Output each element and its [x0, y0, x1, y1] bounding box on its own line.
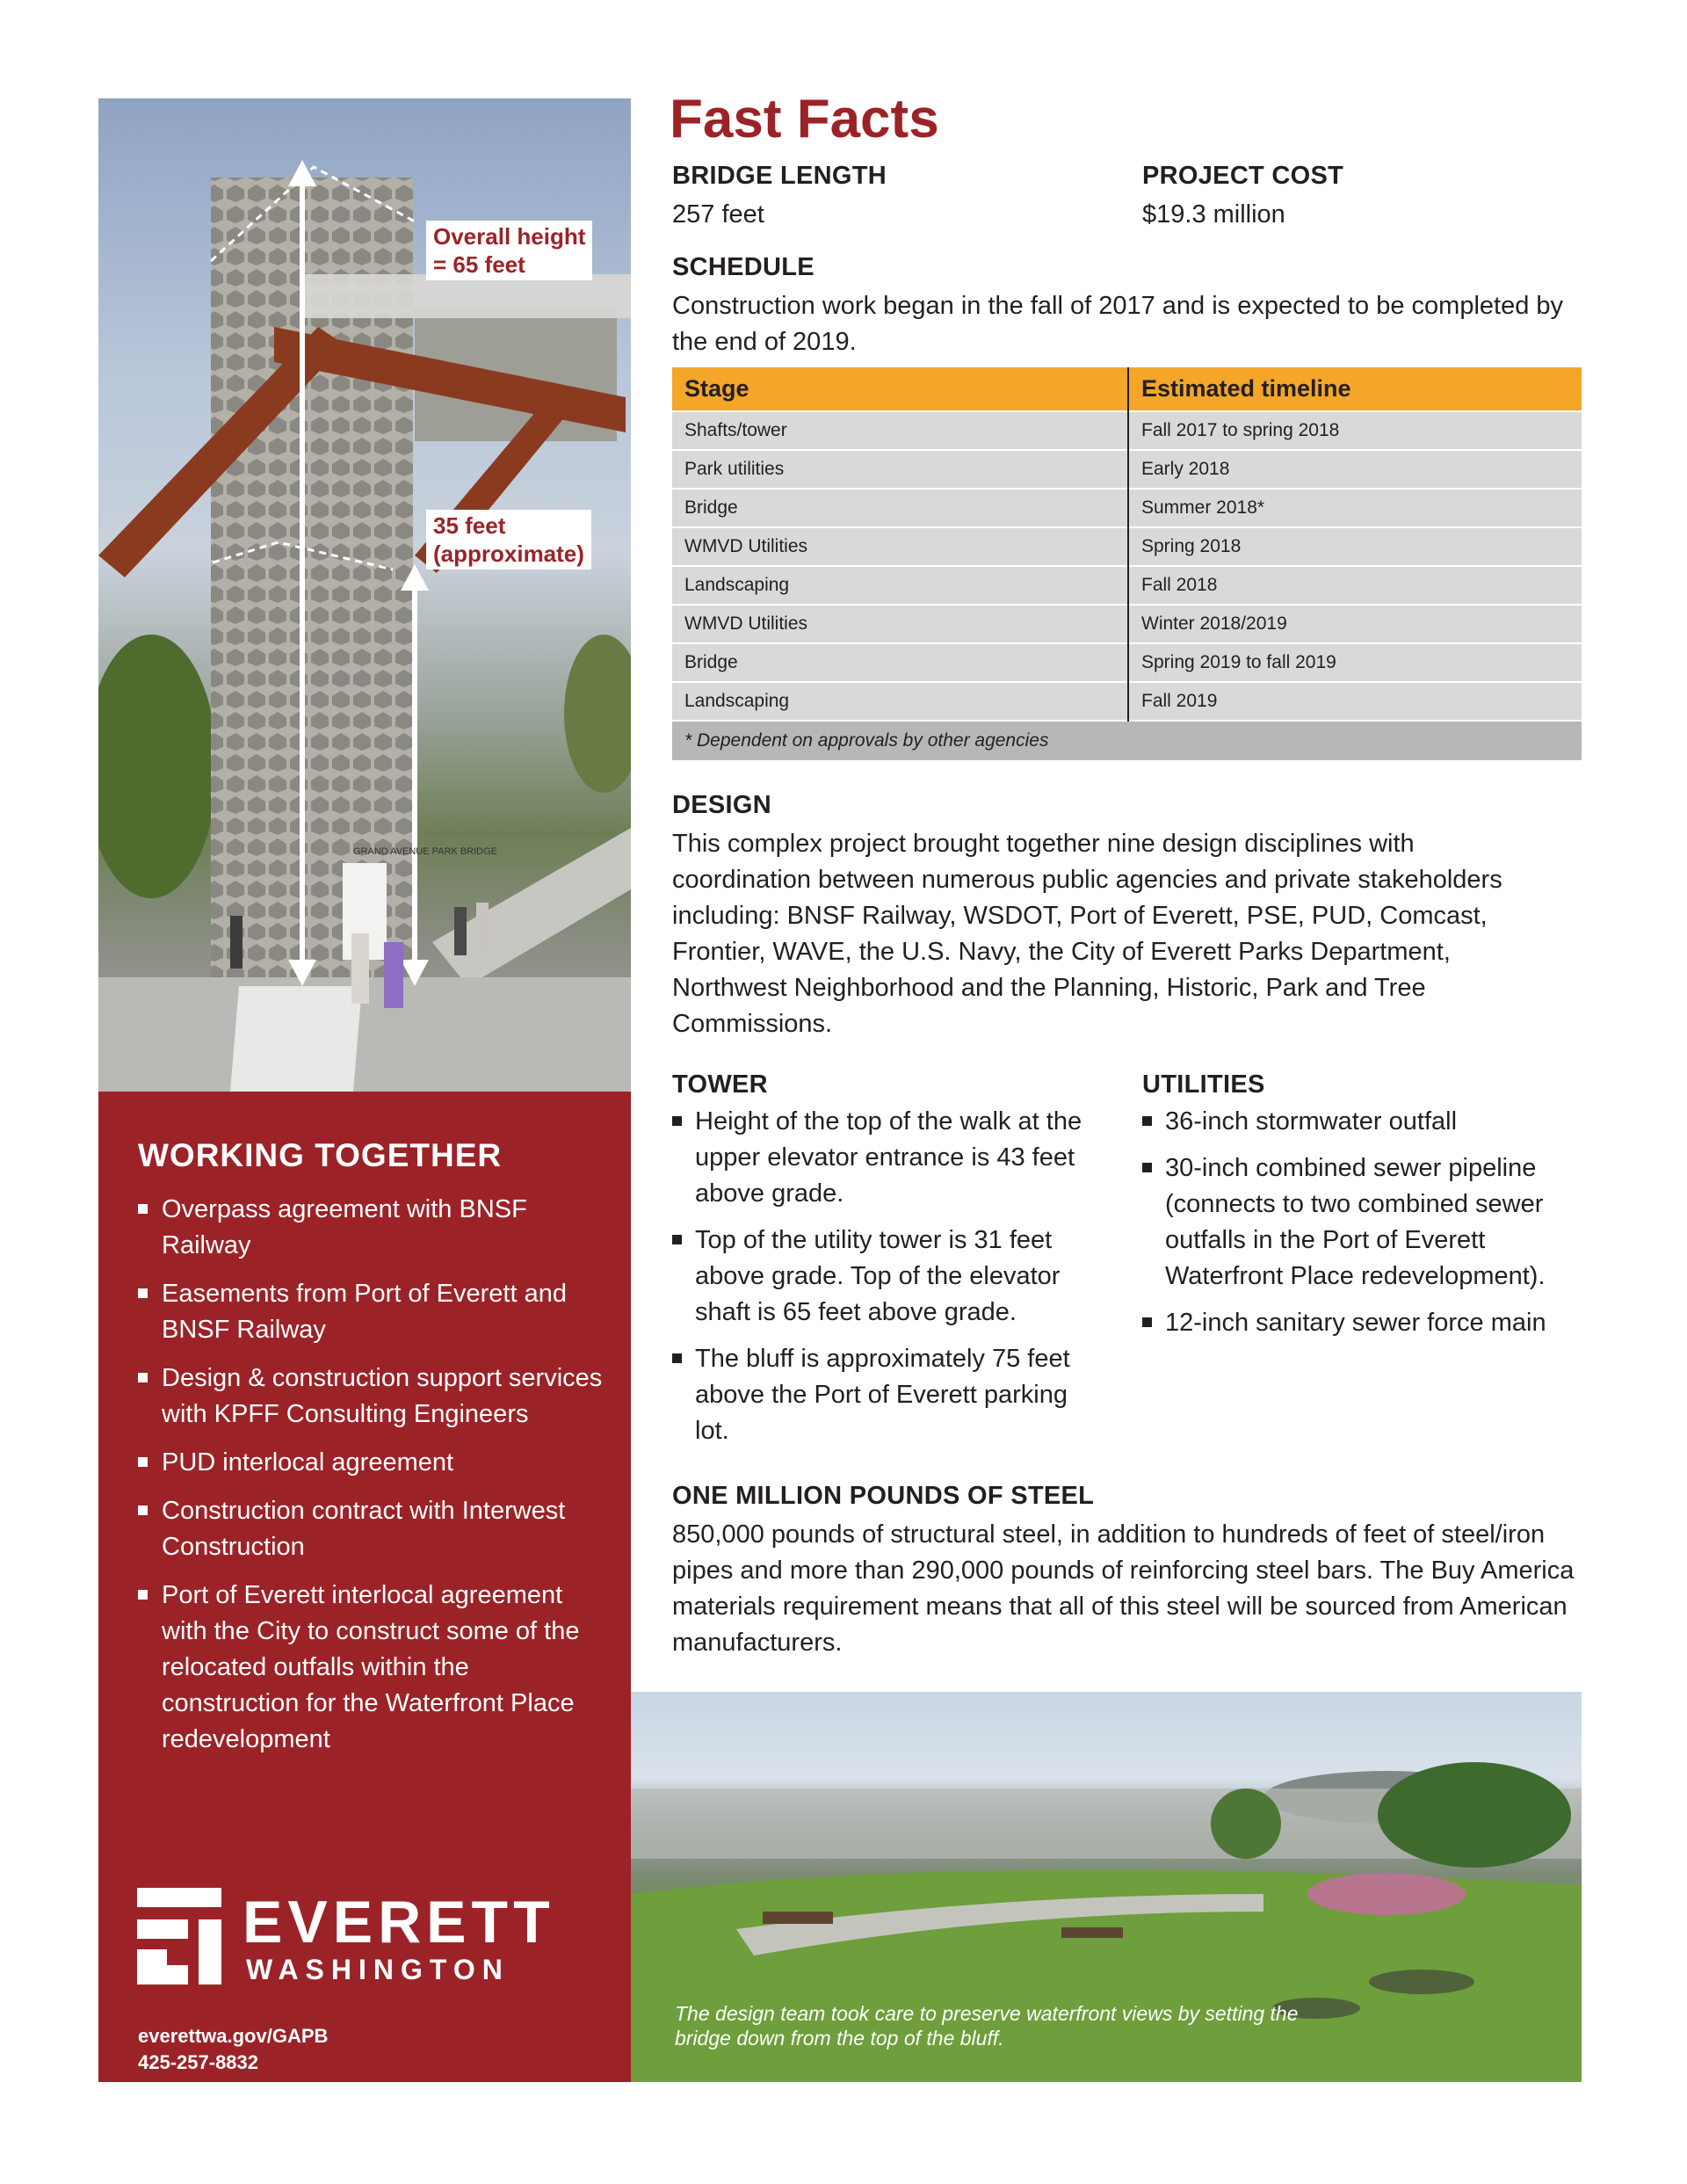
bullet-icon — [1142, 1317, 1152, 1327]
page-title: Fast Facts — [670, 89, 939, 149]
table-row — [672, 643, 1582, 682]
table-row — [672, 489, 1582, 527]
bullet-icon — [138, 1506, 148, 1515]
list-item: 30-inch combined sewer pipeline (connects to two combined sewer outfalls in the Port of Everett Waterfront Place redevelopment). — [1142, 1150, 1586, 1295]
bullet-icon — [138, 1373, 148, 1382]
list-item: 36-inch stormwater outfall — [1142, 1104, 1586, 1140]
table-cell: Landscaping — [672, 682, 1128, 721]
bullet-icon — [138, 1457, 148, 1467]
design-text: This complex project brought together nine design disciplines with coordination between numerous public agencies and private stakeholders including: BNSF Railway, WSDOT, Port of Everett, PSE, PUD, Comcast, Frontier, WAVE, the U.S. Navy, the City of Everett Parks Department, Northwest Neighborhood and the Planning, Historic, Park and Tree Commissions. — [672, 830, 1502, 1038]
bullet-icon — [672, 1235, 682, 1244]
photo-caption: The design team took care to preserve waterfront views by setting the bridge down from the top of the bluff. — [675, 2002, 1299, 2050]
table-header-row — [672, 367, 1582, 411]
table-cell: Summer 2018* — [1128, 489, 1582, 527]
design-label: DESIGN — [672, 791, 771, 819]
list-item: Height of the top of the walk at the upper elevator entrance is 43 feet above grade. — [672, 1104, 1103, 1212]
table-row — [672, 411, 1582, 450]
bullet-icon — [1142, 1116, 1152, 1126]
left-column — [98, 98, 631, 2082]
table-cell: Early 2018 — [1128, 450, 1582, 489]
park-rendering-image — [631, 1692, 1582, 2082]
everett-logo — [137, 1888, 550, 1984]
table-cell: Spring 2019 to fall 2019 — [1128, 643, 1582, 682]
table-cell: WMVD Utilities — [672, 605, 1128, 643]
table-cell: Fall 2018 — [1128, 566, 1582, 605]
tower-rendering-image — [98, 98, 631, 1092]
table-cell: Landscaping — [672, 566, 1128, 605]
everett-logo-mark-icon — [137, 1888, 550, 1984]
list-item: 12-inch sanitary sewer force main — [1142, 1305, 1586, 1341]
schedule-table — [672, 367, 1582, 760]
logo-line1: EVERETT — [243, 1889, 550, 1955]
table-row — [672, 450, 1582, 489]
bullet-icon — [672, 1353, 682, 1363]
list-item: Design & construction support services with KPFF Consulting Engineers — [138, 1360, 612, 1433]
bullet-icon — [138, 1288, 148, 1298]
contact-info — [138, 2023, 328, 2076]
table-cell: Fall 2017 to spring 2018 — [1128, 411, 1582, 450]
utilities-label: UTILITIES — [1142, 1070, 1265, 1099]
bullet-icon — [138, 1590, 148, 1600]
project-cost-label: PROJECT COST — [1142, 162, 1344, 190]
list-item: Top of the utility tower is 31 feet above grade. Top of the elevator shaft is 65 feet above grade. — [672, 1223, 1103, 1331]
tower-sign-text: GRAND AVENUE PARK BRIDGE — [353, 846, 498, 857]
bullet-icon — [138, 1204, 148, 1214]
bullet-icon — [1142, 1163, 1152, 1172]
project-cost-value: $19.3 million — [1142, 200, 1285, 229]
list-item: Port of Everett interlocal agreement with the City to construct some of the relocated outfalls within the construction for the Waterfront Place redevelopment — [138, 1578, 612, 1758]
steel-label: ONE MILLION POUNDS OF STEEL — [672, 1482, 1095, 1510]
bridge-length-label: BRIDGE LENGTH — [672, 162, 887, 190]
overall-height-annotation: Overall height = 65 feet — [426, 221, 592, 280]
list-item: Construction contract with Interwest Construction — [138, 1493, 612, 1565]
table-cell: Winter 2018/2019 — [1128, 605, 1582, 643]
table-cell: Bridge — [672, 489, 1128, 527]
list-item: PUD interlocal agreement — [138, 1445, 612, 1481]
bridge-length-value: 257 feet — [672, 200, 764, 229]
table-cell: Fall 2019 — [1128, 682, 1582, 721]
list-item: Overpass agreement with BNSF Railway — [138, 1192, 612, 1264]
table-row — [672, 566, 1582, 605]
table-note-row — [672, 721, 1582, 760]
table-cell: Bridge — [672, 643, 1128, 682]
table-cell: Spring 2018 — [1128, 527, 1582, 566]
schedule-label: SCHEDULE — [672, 253, 815, 281]
table-header-timeline: Estimated timeline — [1128, 367, 1582, 411]
tower-list — [672, 1104, 1103, 1460]
working-together-title: WORKING TOGETHER — [138, 1137, 503, 1173]
logo-line2: WASHINGTON — [246, 1954, 510, 1984]
list-item: The bluff is approximately 75 feet above the Port of Everett parking lot. — [672, 1341, 1103, 1449]
working-together-panel — [98, 1092, 631, 2082]
table-cell: WMVD Utilities — [672, 527, 1128, 566]
table-header-stage: Stage — [672, 367, 1128, 411]
tower-label: TOWER — [672, 1070, 768, 1099]
phone-number: 425-257-8832 — [138, 2051, 259, 2073]
working-together-list — [138, 1192, 612, 1770]
bullet-icon — [672, 1116, 682, 1126]
mid-height-annotation: 35 feet (approximate) — [426, 510, 591, 570]
table-cell: Shafts/tower — [672, 411, 1128, 450]
table-row — [672, 605, 1582, 643]
website-link[interactable]: everettwa.gov/GAPB — [138, 2025, 329, 2047]
table-row — [672, 682, 1582, 721]
list-item: Easements from Port of Everett and BNSF Railway — [138, 1276, 612, 1348]
schedule-text: Construction work began in the fall of 2017 and is expected to be completed by the end of 2019. — [672, 292, 1564, 356]
table-note: * Dependent on approvals by other agencies — [672, 721, 1582, 760]
table-row — [672, 527, 1582, 566]
steel-text: 850,000 pounds of structural steel, in addition to hundreds of feet of steel/iron pipes and more than 290,000 pounds of reinforcing steel bars. The Buy America materials requirement means that all of this steel will be sourced from American manufacturers. — [672, 1520, 1575, 1657]
utilities-list — [1142, 1104, 1586, 1352]
table-cell: Park utilities — [672, 450, 1128, 489]
